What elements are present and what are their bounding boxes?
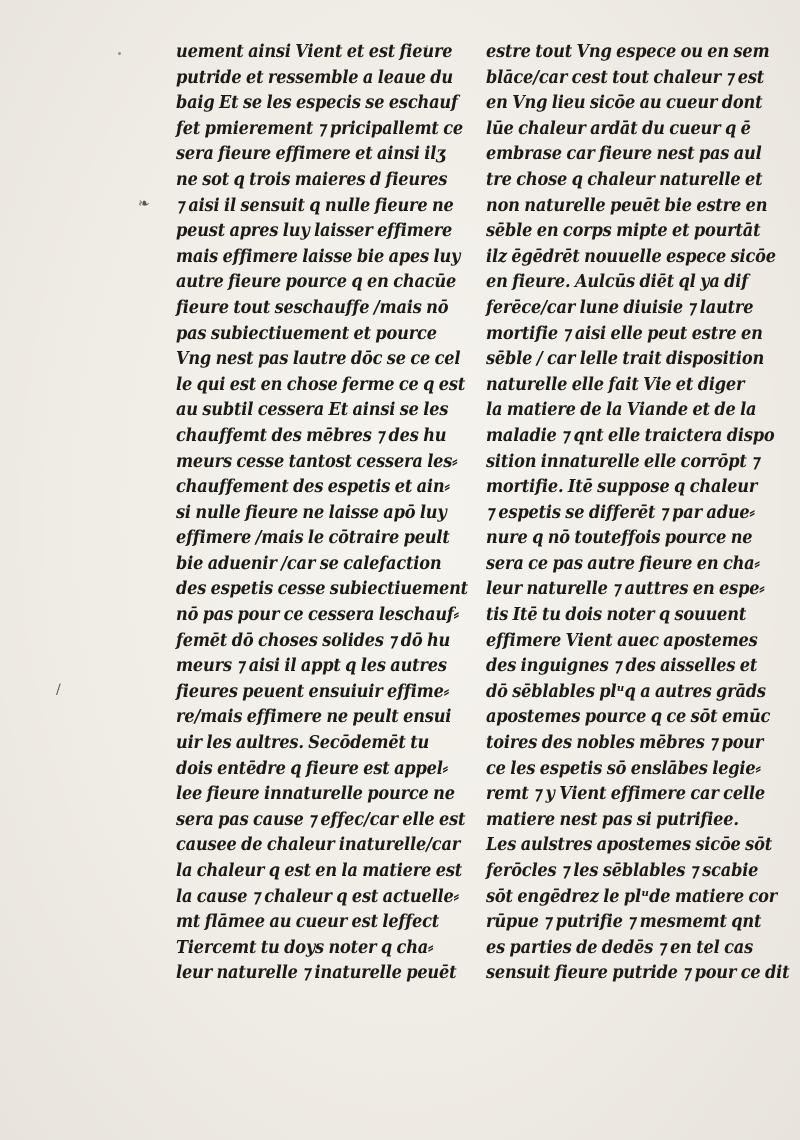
text-line: ferōcles ⁊ les sēblables ⁊ scabie <box>486 861 759 881</box>
text-line: sera fieure effimere et ainsi ilʒ <box>176 144 446 165</box>
text-line: sēble en corps mipte et pourtāt <box>486 221 761 242</box>
text-line: peust apres luy laisser effimere <box>176 221 453 242</box>
text-column-right <box>486 40 790 987</box>
text-line: des inguignes ⁊ des aisselles et <box>486 656 758 677</box>
text-line: mais effimere laisse bie apes luy <box>176 246 461 267</box>
text-line: re/mais effimere ne peult ensui <box>176 707 452 728</box>
text-line: ne sot q trois maieres d fieures <box>176 169 448 190</box>
text-line: apostemes pource q ce sōt emūc <box>486 707 771 728</box>
text-line: es parties de dedēs ⁊ en tel cas <box>486 937 753 958</box>
text-line: toires des nobles mēbres ⁊ pour <box>486 733 764 754</box>
text-line: des espetis cesse subiectiuement <box>176 579 468 600</box>
text-line: dō sēblables plᵘq a autres grāds <box>486 681 766 702</box>
text-line: au subtil cessera Et ainsi se les <box>176 400 449 421</box>
text-line: pas subiectiuement et pource <box>176 323 437 344</box>
text-line: meurs cesse tantost cessera les⸗ <box>176 451 458 472</box>
text-line: leur naturelle ⁊ auttres en espe⸗ <box>486 579 765 600</box>
text-line: la cause ⁊ chaleur q est actuelle⸗ <box>176 886 459 907</box>
text-line: Tiercemt tu doys noter q cha⸗ <box>176 937 434 958</box>
text-line: ilz ēgēdrēt nouuelle espece sicōe <box>486 246 776 267</box>
text-line: lūe chaleur ardāt du cueur q ē <box>486 118 751 139</box>
text-line: en Vng lieu sicōe au cueur dont <box>486 93 763 114</box>
text-line: tre chose q chaleur naturelle et <box>486 169 763 190</box>
text-line: rūpue ⁊ putrifie ⁊ mesmemt qnt <box>486 912 762 933</box>
text-line: effimere /mais le cōtraire peult <box>176 528 450 549</box>
text-line: lee fieure innaturelle pource ne <box>176 784 455 805</box>
text-line: matiere nest pas si putrifiee. <box>486 809 739 830</box>
margin-mark: / <box>56 682 61 698</box>
text-line: mt flāmee au cueur est leffect <box>176 912 440 933</box>
text-line: causee de chaleur inaturelle/car <box>176 835 461 856</box>
text-line: meurs ⁊ aisi il appt q les autres <box>176 656 447 677</box>
text-line: autre fieure pource q en chacūe <box>176 272 457 293</box>
text-line: sōt engēdrez le plᵘde matiere cor <box>486 886 778 907</box>
text-line: baig Et se les especis se eschauf <box>176 93 458 114</box>
text-line: uement ainsi Vient et est fieure <box>176 42 453 62</box>
text-line: sition innaturelle elle corrōpt ⁊ <box>486 451 759 472</box>
text-line: blāce/car cest tout chaleur ⁊ est <box>486 67 765 88</box>
text-line: non naturelle peuēt bie estre en <box>486 195 768 216</box>
text-line: Vng nest pas lautre dōc se ce cel <box>176 349 461 370</box>
text-line: fieures peuent ensuiuir effime⸗ <box>176 681 449 702</box>
text-line: le qui est en chose ferme ce q est <box>176 374 466 395</box>
text-line: remt ⁊ y Vient effimere car celle <box>486 784 765 805</box>
text-line: maladie ⁊ qnt elle traictera dispo <box>486 425 775 446</box>
text-line: ⁊ espetis se differēt ⁊ par adue⸗ <box>486 502 755 523</box>
text-line: ferēce/car lune diuisie ⁊ lautre <box>486 297 754 318</box>
text-line: embrase car fieure nest pas aul <box>486 144 762 165</box>
text-line: leur naturelle ⁊ inaturelle peuēt <box>176 963 457 984</box>
text-line: tis Itē tu dois noter q souuent <box>486 605 747 626</box>
text-line: fieure tout seschauffe /mais nō <box>176 297 449 318</box>
text-line: mortifie. Itē suppose q chaleur <box>486 477 758 498</box>
text-line: si nulle fieure ne laisse apō luy <box>176 502 447 523</box>
text-line: ce les espetis sō enslābes legie⸗ <box>486 758 761 779</box>
text-line: estre tout Vng espece ou en sem <box>486 42 770 62</box>
text-line: mortifie ⁊ aisi elle peut estre en <box>486 323 763 344</box>
text-line: putride et ressemble a leaue du <box>176 67 453 88</box>
text-line: chauffement des espetis et ain⸗ <box>176 477 450 498</box>
text-line: naturelle elle fait Vie et diger <box>486 374 745 395</box>
margin-mark: ❧ <box>138 196 150 212</box>
text-line: bie aduenir /car se calefaction <box>176 553 442 574</box>
text-line: nure q nō touteffois pource ne <box>486 528 753 549</box>
text-line: dois entēdre q fieure est appel⸗ <box>176 758 448 779</box>
text-line: la chaleur q est en la matiere est <box>176 861 463 881</box>
text-line: uir les aultres. Secōdemēt tu <box>176 733 430 754</box>
text-column-left <box>176 40 476 987</box>
text-line: en fieure. Aulcūs diēt ql ya dif <box>486 272 749 293</box>
text-line: Les aulstres apostemes sicōe sōt <box>486 835 772 856</box>
text-line: nō pas pour ce cessera leschauf⸗ <box>176 605 459 626</box>
text-line: fet pmierement ⁊ pricipallemt ce <box>176 118 463 139</box>
text-line: la matiere de la Viande et de la <box>486 400 757 421</box>
text-line: sēble / car lelle trait disposition <box>486 349 765 370</box>
text-line: chauffemt des mēbres ⁊ des hu <box>176 425 447 446</box>
text-line: femēt dō choses solides ⁊ dō hu <box>176 630 451 651</box>
text-line: sera pas cause ⁊ effec/car elle est <box>176 809 466 830</box>
text-line: sera ce pas autre fieure en cha⸗ <box>486 553 760 574</box>
paper-speck <box>118 52 121 55</box>
text-line: sensuit fieure putride ⁊ pour ce dit <box>486 963 790 984</box>
text-line: ⁊ aisi il sensuit q nulle fieure ne <box>176 195 454 216</box>
text-line: effimere Vient auec apostemes <box>486 630 758 651</box>
